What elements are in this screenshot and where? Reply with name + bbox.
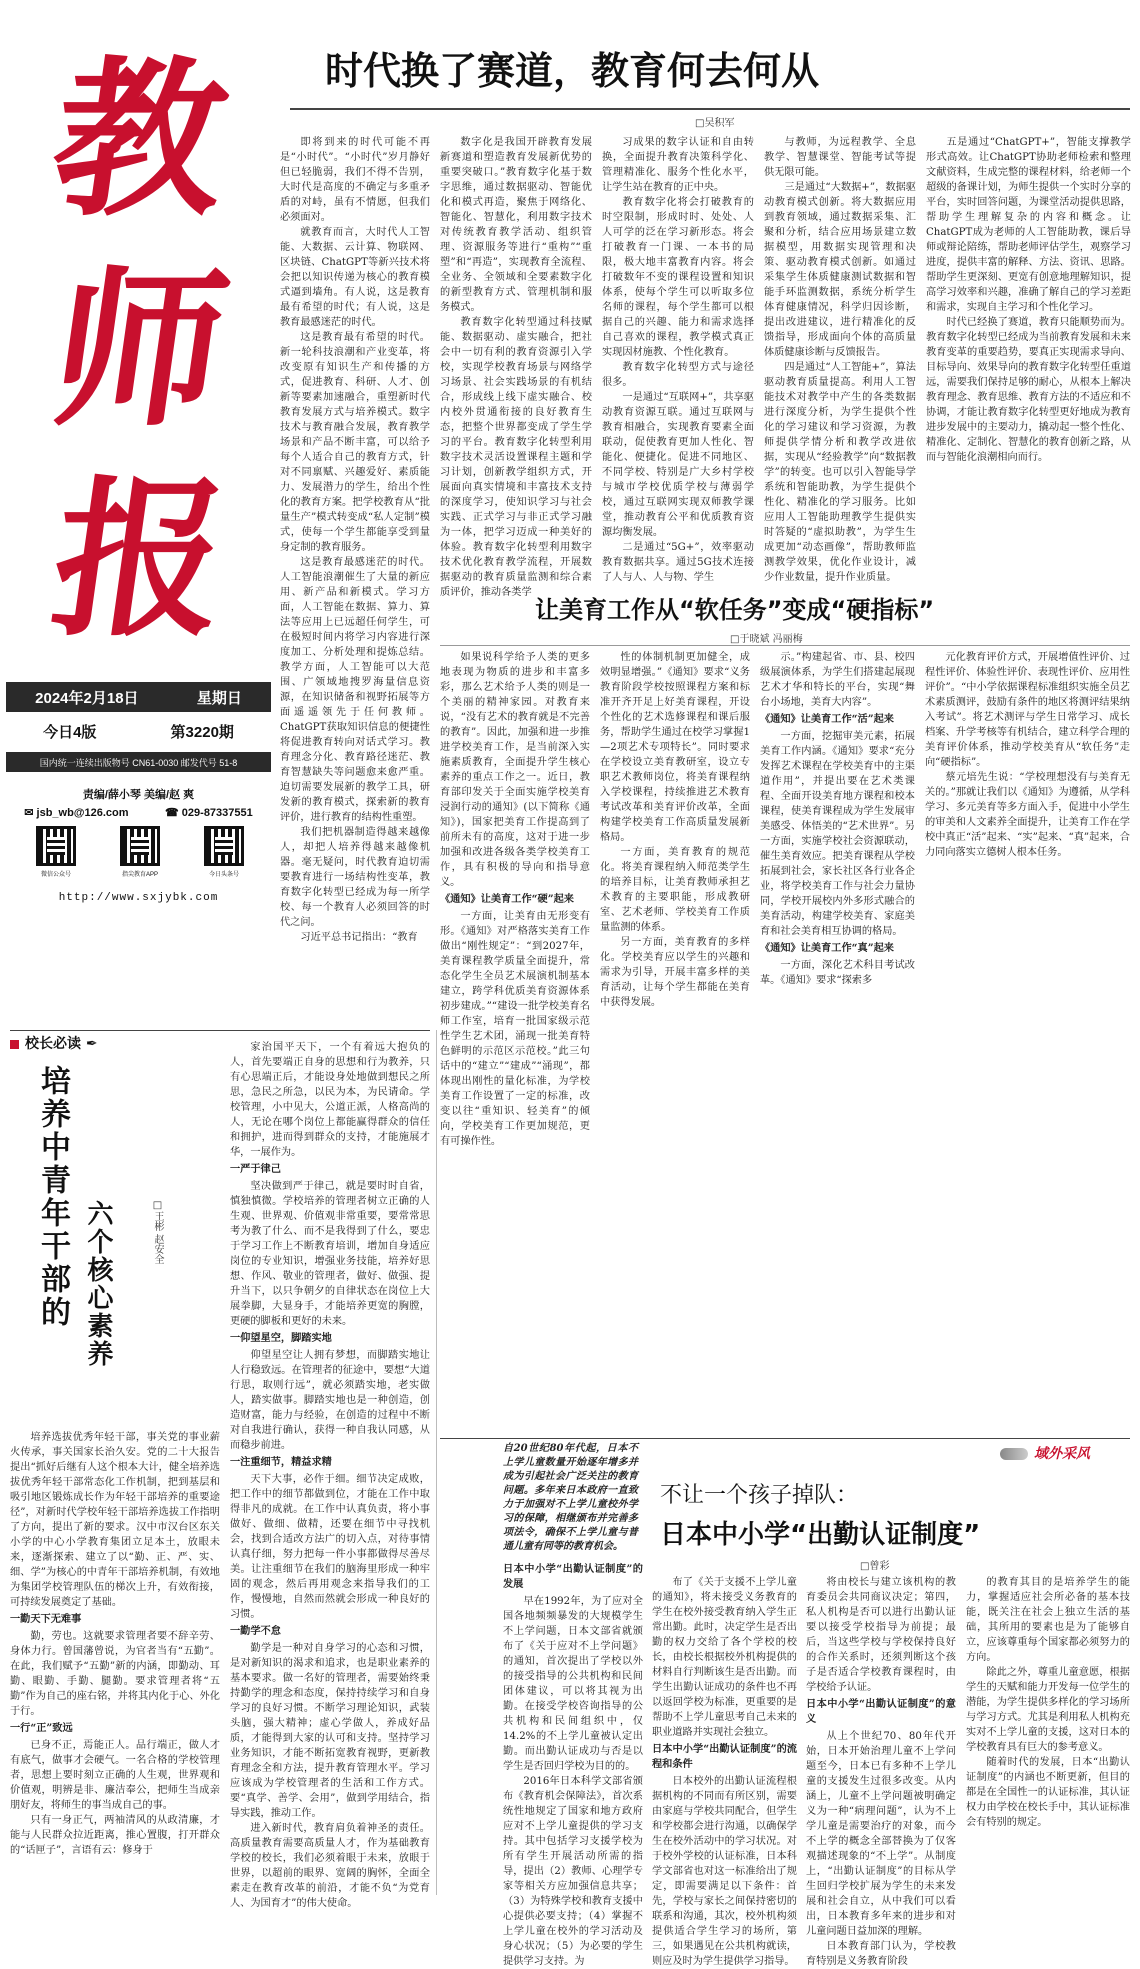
subheading: 日本中小学“出勤认证制度”的流程和条件 [652,1743,797,1770]
paragraph: 与教师，为远程教学、全息教学、智慧课堂、智能考试等提供无限可能。 [764,137,916,178]
paragraph: 随着时代的发展，日本“出勤认证制度”的内涵也不断更新，但目的都是在全国性一的认证标准，其认证权力由学校在校长手中，其认证标准会有特别的规定。 [966,1757,1130,1828]
article3-col1 [10,1430,220,1895]
qr-code-row [30,826,250,878]
paragraph: 示。”构建起省、市、县、校四级展演体系，为学生们搭建起展现艺术才华和特长的平台，实现“舞台小场地，美育大内容”。 [760,652,915,708]
paragraph: 2016年日本科学文部省颁布《教育机会保障法》，首次系统性地规定了国家和地方政府应对不上学儿童提供的学习支持。其中包括学习支援学校为所有学生开展活动所需的指导，提出（2）教师、心理学专家等相关方应加强信息共享；（3）为特殊学校和教育支援中心提供必要支持；（4）掌握不上学儿童在校外的学习活动及身心状况；（5）为必要的学生提供学习支持。为 [503,1776,643,1967]
section-label: 域外采风 [1034,1446,1090,1462]
subheading: 《通知》让美育工作“活”起来 [760,713,894,725]
paragraph: 二是通过“5G+”，效率驱动教育数据共享。通过5G技术连接了人与人、人与物、学生 [602,542,754,583]
paragraph: 一方面，挖掘审美元素，拓展美育工作内涵。《通知》要求“充分发挥艺术课程在学校美育中的主渠道作用”，并提出要在艺术类课程、全面开设美育地方课程和校本课程，使美育课程成为学生发展审美感受、体悟美的“艺术世界”。另一方面，实施学校社会资源联动，催生美育效应。把美育课程从学校拓展到社会，家长社区各行业各企业，将学校美育工作与社会力量协同，学校开展校内外多形式融合的美育活动，构建学校美育、家庭美育和社会美育相互协调的格局。 [760,731,915,937]
paragraph: 坚决做到严于律己，就是要时时自省，慎独慎微。学校培养的管理者树立正确的人生观、世界观、价值观非常重要，要常常思考为教了什么、而不是我得到了什么，要忠于学习工作上不断教育培训，增加自身适应岗位的专业知识，增强业务技能，培养好思想、作风、敬业的管理者，做好、做强、提升当下，以只争朝夕的自律状态在岗位上大展拳脚，大显身手，才能培养更宽的胸膛，更硬的脚板和更好的未来。 [230,1181,430,1327]
article1-col1 [280,135,430,943]
article4-title-a: 不让一个孩子掉队： [660,1483,859,1508]
editor-credits: 责编/薛小琴 美编/赵 爽 [82,789,195,801]
qr-wechat[interactable] [30,826,82,878]
article3-title-a: 培养中青年干部的 [35,1065,70,1329]
paragraph: 即将到来的时代可能不再是“小时代”。“小时代”岁月静好但已轻脆弱，我们不得不告别，大时代是高度的不确定与多重矛盾的对峙，虽有不情愿，但我们必须面对。 [280,137,430,223]
paragraph: 日本校外的出勤认证流程根据机构的不同而有所区别，需要由家庭与学校共同配合，但学生和学校都会进行沟通，以确保学生在校外活动中的学习状况。对于校外学校的认证标准，日本科学文部省也对这一标准给出了规定，即需要满足以下条件：首先，学校与家长之间保持密切的联系和沟通，其次，校外机构须提供适合学生学习的场所，第三，如果遇见在公共机构就读，则应及时为学生提供学习指导。 [652,1776,797,1967]
article3-title-b: 六个核心素养 [83,1200,113,1368]
paragraph: 习成果的数字认证和自由转换，全面提升教育决策科学化、管理精准化、服务个性化水平，让学生站在教育的正中央。 [602,137,754,193]
email-link[interactable]: ✉ jsb_wb@126.com [24,807,129,819]
article3-byline: □王彬 赵安全 [152,1200,163,1265]
article2-title: 让美育工作从“软任务”变成“硬指标” [535,596,935,624]
paragraph: 从上个世纪70、80年代开始，日本开始治理儿童不上学问题至今，日本已有多种不上学儿童的支援发生过很多改变。从内涵上，儿童不上学问题被明确定义为一种“病理问题”，认为不上学儿童是需要治疗的对象，而今不上学的概念全部替换为了仅客观描述现象的“不上学”。从制度上，“出勤认证制度”的目标从学生回归学校扩展为学生的未来发展和社会自立，从中我们可以看出，日本教育多年来的进步和对儿童问题日益加深的理解。 [806,1731,956,1937]
divider [440,645,1130,646]
phone-text: 029-87337551 [181,807,253,819]
qr-code-icon [120,826,160,866]
paragraph: 三是通过“大数据+”，数据驱动教育模式创新。将大数据应用到教育领域，通过数据采集、汇聚和分析，结合应用场景建立数据模型，用数据实现管理和决策、驱动教育模式创新。如通过采集学生体质健康测试数据和智能手环监测数据，系统分析学生体育健康情况，科学归因诊断，提出改进建议，进行精准化的反馈指导，形成面向个体的高质量体质健康诊断与反馈报告。 [764,182,916,358]
paragraph: 进入新时代，教育肩负着神圣的责任。高质量教育需要高质量人才，作为基础教育学校的校长，我们必须着眼于未来，放眼于世界，以超前的眼界、宽阔的胸怀，全面全素走在教育改革的前沿，才能不负“为党育人、为国育才”的伟大使命。 [230,1823,430,1909]
subheading: 《通知》让美育工作“硬”起来 [440,893,574,905]
qr-app[interactable] [114,826,166,878]
article1-title: 时代换了赛道，教育何去何从 [325,49,820,93]
paragraph: 布了《关于支援不上学儿童的通知》，将未接受义务教育的学生在校外接受教育纳入学生正常出勤。此时，决定学生是否出勤的权力交给了各个学校的校长，由校长根据校外机构提供的材料自行判断该生是否出勤。而学生出勤认证成功的条件也不再以返回学校为标准，更重要的是帮助不上学儿童思考自己未来的职业道路并实现社会独立。 [652,1577,797,1738]
article1-col3 [602,135,754,583]
paragraph: 勤学是一种对自身学习的心态和习惯，是对新知识的渴求和追求，也是职业素养的基本要求。做一名好的管理者，需要始终秉持勤学的理念和态度，保持持续学习和自身学习的良好习惯。不断学习理论知识，武装头脑，强大精神；虚心学做人，养成好品质，才能得到大家的认可和支持。坚持学习业务知识，才能不断拓宽教育视野，更新教育理念全和方法，提升教育管理水平。学习应该成为学校管理者的生活和工作方式。要“真学、善学、会用”，做到学用结合，指导实践，推动工作。 [230,1643,430,1819]
section-marker-icon [10,1040,19,1049]
section-label: 校长必读 [25,1036,81,1052]
article2-col1 [440,650,590,1440]
email-text: jsb_wb@126.com [36,807,129,819]
paragraph: 一方面，深化艺术科目考试改革。《通知》要求“探索多 [760,960,915,986]
paragraph: 培养选拔优秀年轻干部，事关党的事业薪火传承，事关国家长治久安。党的二十大报告提出“抓好后继有人这个根本大计，健全培养选拔优秀年轻干部常态化工作机制，把到基层和吸引地区锻炼成长作为年轻干部培养的重要途径”，对新时代学校年轻干部培养选拔工作指明了方向，提出了新的要求。汉中市汉台区东关小学的中心小学教育集团立足本土，放眼未来，逐渐探索、建立了以“勤、正、严、实、细、学”为核心的中青年干部培养机制，有效地为集团学校管理队伍的梯次上升，有效衔接，可持续发展奠定了基础。 [10,1432,220,1608]
logo-char-3: 报 [40,460,240,660]
subheading: 一勤天下无难事 [10,1613,82,1625]
date-bar [6,682,271,712]
article4-col4 [966,1575,1130,1895]
paragraph: 的教育其目的是培养学生的能力，掌握适应社会所必备的基本技能，既关注在社会上独立生活的基础，其所用的要素也是为了能够自立，应该尊重每个国家都必须努力的方向。 [966,1577,1130,1663]
contact-info [6,806,271,819]
paragraph: 一方面，美育教育的规范化。将美育课程纳入师范类学生的培养目标，让美育教师承担艺术教育的主要职能，形成教研室、艺术老师、学校美育工作质量监测的体系。 [600,847,750,933]
paragraph: 就教育而言，大时代人工智能、大数据、云计算、物联网、区块链、ChatGPT等新兴技术将会把以知识传递为核心的教育模式逼到墙角。有人说，这是教育最有希望的时代；有人说，这是教育最感迷茫的时代。 [280,227,430,328]
masthead [0,0,272,904]
paragraph: 家治国平天下，一个有着远大抱负的人，首先要端正自身的思想和行为教养，只有心思端正后，才能设身处地做到想民之所思，急民之所急，以民为本，为民请命。学校管理，小中见大，公道正派，人格高尚的人，无论在哪个岗位上都能赢得群众的信任和拥护，进而得到群众的支持，才能施展才华，一展作为。 [230,1042,430,1158]
paragraph: 教育数字化转型通过科技赋能、数据驱动、虚实融合，把社会中一切有利的教育资源引入学校，实现学校教育场景与网络学习场景、社会实践场景的有机结合，形成线上线下虚实融合、校内校外贯通衔接的良好教育生态，把整个世界都变成了学生学习的平台。教育数字化转型利用数字技术灵活设置课程主题和学习计划，创新教学组织方式，开展面向真实情境和丰富技术支持的深度学习，使知识学习与社会实践、正式学习与非正式学习融为一体，把学习迈成一种美好的体验。教育数字化转型利用数字技术优化教育教学流程，开展数据驱动的教育质量监测和综合素质评价，推动各类学 [440,317,592,598]
paragraph: 习近平总书记指出：“教育 [300,932,418,943]
article1-col4 [764,135,916,583]
paragraph: 教育数字化将会打破教育的时空限制，形成时时、处处、人人可学的泛在学习新形态。将会打破教育一门课、一本书的局限，极大地丰富教育内容。将会打破数年不变的课程设置和知识体系，使每个学生可以听取多位名师的课程，每个学生都可以根据自己的兴趣、能力和需求选择自己喜欢的课程，教学模式真正实现因材施教、个性化教育。 [602,197,754,358]
subheading: 一仰望星空，脚踏实地 [230,1332,332,1344]
logo-char-2: 师 [40,250,240,450]
paragraph: 只有一身正气，两袖清风的从政清廉，才能与人民群众拉近距离，推心置腹，打开群众的“话匣子”，言语有云：修身于 [10,1815,220,1856]
section-tag-principal: 校长必读 ✒ [10,1033,98,1053]
article4-col3 [806,1575,956,1967]
edition-bar [6,716,271,746]
subheading: 一严于律己 [230,1163,281,1175]
column-divider [436,1030,437,1895]
paragraph: 天下大事，必作于细。细节决定成败，把工作中的细节都做到位，才能在工作中取得非凡的成就。在工作中认真负责，将小事做好、做细、做精，还要在细节中寻找机会，找到合适改方法广的切入点，对待事情认真仔细，努力把每一件小事都做得尽善尽美。让注重细节在我们的脑海里形成一种牢固的观念，然后再用观念来指导我们的工作，慢慢地，自然而然就会形成一种良好的习惯。 [230,1474,430,1620]
registration-bar: 国内统一连续出版物号 CN61-0030 邮发代号 51-8 [6,752,271,772]
article4-intro: 自20世纪80年代起，日本不上学儿童数量开始逐年增多并成为引起社会广泛关注的教育问题。多年来日本政府一直致力于加强对不上学儿童校外学习的保障，相继颁布并完善多项法令，确保不上学儿童与普通儿童有同等的教育机会。 [503,1443,638,1552]
article4-col2 [652,1575,797,1967]
subheading: 日本中小学“出勤认证制度”的意义 [806,1698,956,1725]
divider [440,1438,1130,1439]
article1-col5 [926,135,1131,575]
issue-weekday: 星期日 [196,689,242,707]
paragraph: 蔡元培先生说：“学校理想没有与美育无关的。”那就让我们以《通知》为遵循，从学科学习、多元美育等多方面入手，促进中小学生的审美和人文素养全面提升，让美育工作在学校中真正“活”起来、“实”起来、“真”起来，合力同向落实立德树人根本任务。 [925,772,1130,858]
paragraph: 这是教育最有希望的时代。新一轮科技浪潮和产业变革，将改变原有知识生产和传播的方式，促进教育、科研、人才、创新等要素加速融合，重塑新时代教育发展方式与培养模式。数字技术与教育融合发展，教育教学场景和产品不断丰富，可以给予每个人适合自己的教育方式，针对不同禀赋、兴趣爱好、素质能力、发展潜力的学生，给出个性化的教育方案。把学校教育从“批量生产”模式转变成“私人定制”模式，使每一个学生都能享受到量身定制的教育服务。 [280,332,430,553]
subheading: 一注重细节，精益求精 [230,1456,332,1468]
paragraph: 一是通过“互联网+”，共享驱动教育资源互联。通过互联网与教育相融合，实现教育要素全面联动，促使教育更加人性化、智能化、便捷化。促进不同地区、不同学校、特别是广大乡村学校与城市学校优质学校与薄弱学校，通过互联网实现双师教学课堂，推动教育公平和优质教育资源均衡发展。 [602,392,754,538]
paragraph: 早在1992年，为了应对全国各地频频暴发的大规模学生不上学问题，日本文部省就颁布了《关于应对不上学问题》的通知，首次提出了学校以外的接受指导的公共机构和民间团体建议，可以将其视为出勤。在接受学校咨询指导的公共机构和民间组织中，仅14.2%的不上学儿童被认定出勤。而出勤认证成功与否是以学生是否回归学校为目的的。 [503,1596,643,1772]
paragraph: 日本教育部门认为，学校教育特别是义务教育阶段 [806,1941,956,1967]
paragraph: 数字化是我国开辟教育发展新赛道和塑造教育发展新优势的重要突破口。”教育数字化基于数字思维，通过数据驱动、智能优化和模式再造，聚焦于网络化、智能化、智慧化，利用数字技术对传统教育教学活动、组织管理、资源服务等进行“重构”“重塑”和“再造”，实现教育全流程、全业务、全领域和全要素数字化的新型教育方式、管理机制和服务模式。 [440,137,592,313]
paragraph: 时代已经换了赛道，教育只能顺势而为。教育数字化转型已经成为当前教育发展和未来教育变革的重要趋势，要真正实现需求导向、目标导向、效果导向的教育数字化转型任重道远，需要我们保持足够的耐心，从根本上解决教育理念、教育思维、教育方法的不适应和不协调，才能让教育数字化转型更好地成为教育进步发展中的主要动力，撬动起一整个性化、精准化、定制化、智慧化的教育创新之路，从而与智能化浪潮相向而行。 [926,317,1131,463]
qr-caption: 微信公众号 [40,872,71,878]
qr-code-icon [204,826,244,866]
divider [10,1030,430,1031]
article4-byline: □曾彩 [860,1561,890,1572]
article2-col4 [925,650,1130,1440]
phone-number: ☎ 029-87337551 [165,807,253,819]
subheading: 日本中小学“出勤认证制度”的发展 [503,1563,643,1590]
article3-col2 [230,1040,430,1909]
section-tag-overseas [1000,1443,1090,1463]
paragraph: 教育数字化转型方式与途径很多。 [602,362,754,388]
paragraph: 仰望星空让人拥有梦想，而脚踏实地让人行稳致远。在管理者的征途中，要想“大道行思，取则行远”，就必须踏实地，老实做人，踏实做事。脚踏实地也是一种创造，创造财富，能力与经验，在创造的过程中不断对自我进行确认，获得一种自我认同感，从而稳步前进。 [230,1350,430,1451]
paragraph: 将由校长与建立该机构的教育委员会共同商议决定；第四，私人机构是否可以进行出勤认证要以接受学校指导为前提；最后，当这些学校与学校保持良好的合作关系时，还须判断这个孩子是否适合学校教育课程时，由学校给予认证。 [806,1577,956,1693]
paragraph: 四是通过“人工智能+”，算法驱动教育质量提高。利用人工智能技术对教学中产生的各类数据进行深度分析，为学生提供个性化的学习建议和学习资源，为教师提供学情分析和教学改进依据，实现从“经验教学”向“数据教学”的转变。也可以引入智能导学系统和智能助教，为学生提供个性化、精准化的学习服务。比如应用人工智能助理教学生提供实时答疑的“虚拟助教”，为学生生成更加“动态画像”，帮助教师监测教学效果，优化作业设计，减少作业数量，提升作业质量。 [764,362,916,583]
paragraph: 勤，劳也。这就要求管理者要不辞辛劳、身体力行。曾国藩曾说，为官者当有“五勤”。在此，我们赋予“五勤”新的内涵，即勤动、耳勤、眼勤、手勤、腿勤。要求管理者将“五勤”作为自己的座右铭，并将其内化于心、外化于行。 [10,1631,220,1717]
subheading: 一勤学不怠 [230,1625,281,1637]
subheading: 《通知》让美育工作“真”起来 [760,942,894,954]
issue-date: 2024年2月18日 [35,689,139,707]
qr-caption: 指尖教育APP [121,872,158,878]
article4-col1 [503,1560,643,1967]
paragraph: 一方面，让美育由无形变有形。《通知》对严格落实美育工作做出“刚性规定”：“到2027年，美育课程教学质量全面提升，常态化学生全员艺术展演机制基本建立，跨学科优质美育资源体系初步建成。”“建设一批学校美育名师工作室，培育一批国家级示范性学生艺术团，涌现一批美育特色鲜明的示范区示范校。”此三句话中的“建立”“建成”“涌现”，都体现出刚性的量化标准，为学校美育工作设置了一定的标准，改变以往“重知识、轻美育”的倾向，学校美育工作更加规范，更有可操作性。 [440,911,590,1147]
article4-title-b: 日本中小学“出勤认证制度” [660,1520,981,1550]
paragraph: 除此之外，尊重儿童意愿，根据学生的天赋和能力开发每一位学生的潜能，为学生提供多样化的学习场所与学习方式。尤其是利用私人机构充实对不上学儿童的支援，这对日本的学校教育具有巨大的参考意义。 [966,1667,1130,1753]
paragraph: 我们把机器制造得越来越像人，却把人培养得越来越像机器。毫无疑问，时代教育迫切需要教育进行一场结构性变革，教育数字化转型已经成为每一所学校、每一个教育人必须回答的时代之问。 [280,827,430,928]
plane-icon [1000,1448,1028,1460]
article2-byline: □于晓斌 冯丽梅 [730,634,803,645]
divider [290,108,1130,110]
qr-caption: 今日头条号 [208,872,239,878]
article2-col2 [600,650,750,1440]
paragraph: 这是教育最感迷茫的时代。人工智能浪潮催生了大量的新应用、新产品和新模式。学习方面，人工智能在数据、算力、算法等应用上已远超任何学生，可在极短时间内将学习内容进行深度加工、分析处理和提炼总结。教学方面，人工智能可以大范围、广领域地搜罗海量信息资源，在知识储备和视野拓展等方面遥遥领先于任何教师。ChatGPT获取知识信息的便捷性将促进教育转向对话式学习。教育理念分化、教育路径迷茫、教育智慧缺失等问题愈来愈严重。迫切需要发展新的教学工具，研发新的教育模式，探索新的教育评价，进行教育的结构性重塑。 [280,557,430,823]
article2-col3 [760,650,915,1440]
logo-char-1: 教 [40,40,240,240]
qr-code-icon [36,826,76,866]
website-link[interactable]: http://www.sxjybk.com [58,892,219,904]
paragraph: 另一方面，美育教育的多样化。学校美育应以学生的兴趣和需求为引导，开展丰富多样的美育活动，让每个学生都能在美育中获得发展。 [600,937,750,1008]
paragraph: 已身不正，焉能正人。品行端正，做人才有底气，做事才会硬气。一名合格的学校管理者，思想上要时刻立正确的人生观，世界观和价值观，明辨是非、廉洁奉公，把师生当成亲朋好友，将师生的事当成自己的事。 [10,1740,220,1811]
newspaper-logo[interactable] [40,35,240,675]
paragraph: 如果说科学给予人类的更多地表现为物质的进步和丰富多彩，那么艺术给予人类的则是一个美丽的精神家园。对教育来说，“没有艺术的教育就是不完善的教育”。因此，加强和进一步推进学校美育工作，是当前深入实施素质教育，全面提升学生核心素养的重点工作之一。近日，教育部印发关于全面实施学校美育浸润行动的通知》(以下简称《通知》)，国家把美育工作提高到了前所未有的高度，这对于进一步加强和改进各级各类学校美育工作，具有积极的导向和指导意义。 [440,652,590,888]
paragraph: 性的体制机制更加健全，成效明显增强。”《通知》要求“义务教育阶段学校按照课程方案和标准开齐开足上好美育课程，开设个性化的艺术选修课程和课后服务，帮助学生通过在校学习掌握1—2项艺术专项特长”。同时要求在学校设立美育教研室，设立专职艺术教师岗位，将美育课程纳入学校课程，持续推进艺术教育考试改革和美育评价改革，全面构建学校美育工作高质量发展新格局。 [600,652,750,843]
issue-number: 第3220期 [170,723,234,741]
qr-toutiao[interactable] [198,826,250,878]
article1-byline: □吴积军 [695,118,735,129]
article1-col2 [440,135,592,598]
paragraph: 五是通过“ChatGPT+”，智能支撑教学形式高效。让ChatGPT协助老师检索和整理文献资料，生成完整的课程材料，给老师一个超级的备课计划，为师生提供一个实时分享的平台，实时回答问题，为课堂活动提供思路，帮助学生理解复杂的内容和概念。让ChatGPT成为老师的人工智能助教，课后导师或辩论陪练，帮助老师评估学生，观察学习进度，提供丰富的解释、方法、资讯、思路。帮助学生更深刻、更宽有创意地理解知识，提高学习效率和兴趣，准确了解自己的学习差距和需求，实现自主学习和个性化学习。 [926,137,1131,313]
page-count: 今日4版 [43,723,97,741]
paragraph: 元化教育评价方式，开展增值性评价、过程性评价、体验性评价、表现性评价、应用性评价”。“中小学依据课程标准组织实施全员艺术素质测评，鼓励有条件的地区将测评结果纳入考试”。将艺术测评与学生日常学习、成长档案、升学考核等有机结合，建立科学合理的美育评价体系，推动学校美育从“软任务”走向“硬指标”。 [925,652,1130,768]
subheading: 一行“正”致远 [10,1722,73,1734]
